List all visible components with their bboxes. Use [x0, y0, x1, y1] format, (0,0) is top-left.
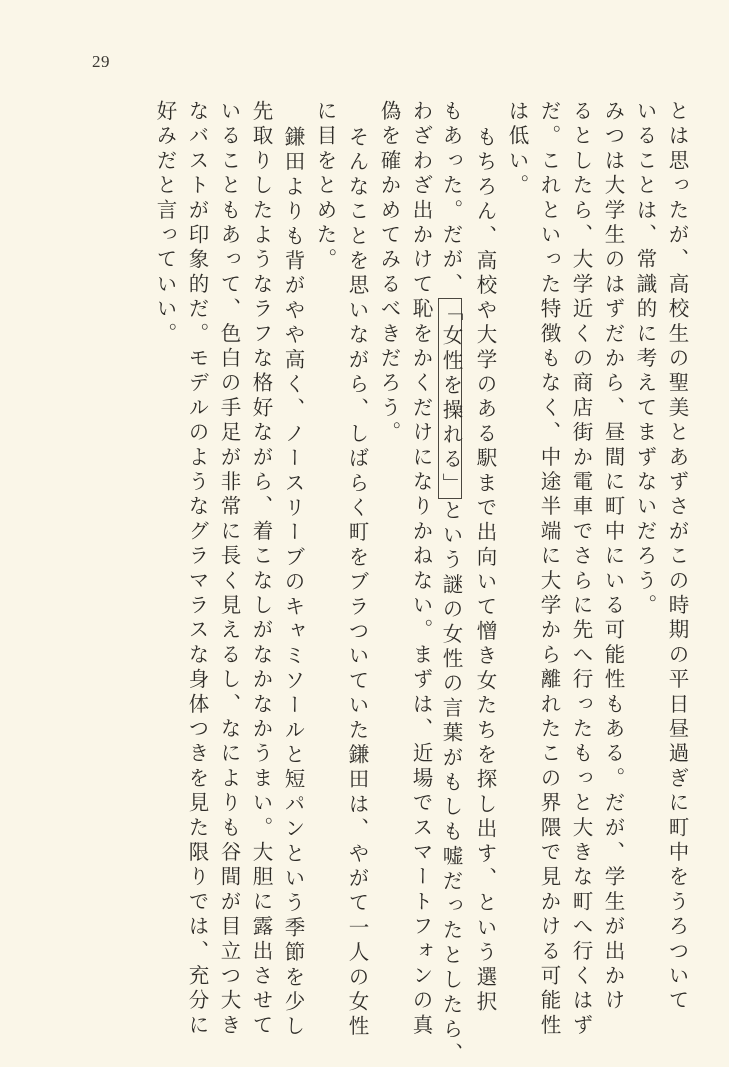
text-column: 好みだと言っていい。 — [153, 100, 175, 347]
text-column: に目をとめた。 — [313, 100, 335, 273]
text-column: そんなことを思いながら、しばらく町をブラついていた鎌田は、やがて一人の女性 — [345, 126, 367, 1040]
emphasised-phrase: 「女性を操れる」 — [439, 299, 461, 498]
text-column: 鎌田よりも背がやや高く、ノースリーブのキャミソールと短パンという季節を少し — [281, 126, 303, 1040]
text-run: もあった。だが、 — [439, 100, 461, 298]
page-number: 29 — [92, 52, 110, 71]
text-column: いることもあって、色白の手足が非常に長く見えるし、なによりも谷間が目立つ大き — [217, 100, 239, 1039]
text-column: 先取りしたようなラフな格好ながら、着こなしがなかなかうまい。大胆に露出させて — [249, 100, 271, 1039]
text-column: なバストが印象的だ。モデルのようなグラマラスな身体つきを見た限りでは、充分に — [185, 100, 207, 1039]
text-column: は低い。 — [505, 100, 527, 199]
text-run: という謎の女性の言葉がもしも嘘だったとしたら、 — [439, 499, 461, 1067]
text-column: 偽を確かめてみるべきだろう。 — [377, 100, 399, 446]
text-column: もちろん、高校や大学のある駅まで出向いて憎き女たちを探し出す、という選択 — [473, 126, 495, 1016]
text-column: るとしたら、大学近くの商店街か電車でさらに先へ行ったもっと大きな町へ行くはず — [569, 100, 591, 1039]
text-column: わざわざ出かけて恥をかくだけになりかねない。まずは、近場でスマートフォンの真 — [409, 100, 431, 1039]
text-column: いることは、常識的に考えてまずないだろう。 — [633, 100, 655, 619]
text-column — [430, 100, 462, 1067]
vertical-text-body — [58, 100, 687, 1067]
text-column: だ。これといった特徴もなく、中途半端に大学から離れたこの界隈で見かける可能性 — [537, 100, 559, 1039]
text-column: とは思ったが、高校生の聖美とあずさがこの時期の平日昼過ぎに町中をうろついて — [665, 100, 687, 1014]
text-column: みつは大学生のはずだから、昼間に町中にいる可能性もある。だが、学生が出かけ — [601, 100, 623, 1014]
